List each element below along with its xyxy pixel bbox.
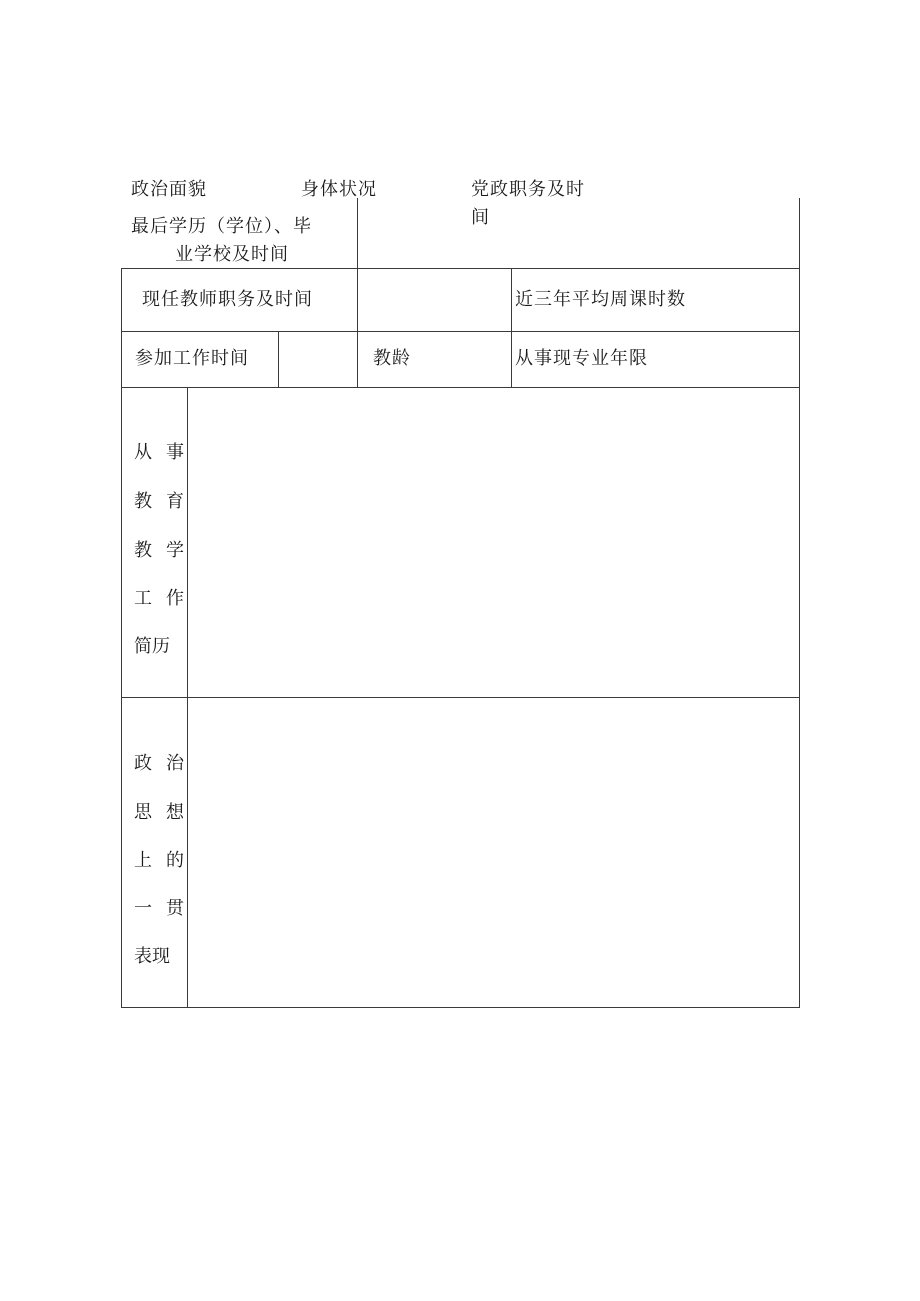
rule-left-border <box>121 268 122 1008</box>
label-char: 思 <box>134 802 152 823</box>
political-content[interactable] <box>195 706 791 998</box>
label-char: 想 <box>166 802 184 823</box>
party-post-label-line2: 间 <box>471 207 490 228</box>
education-value[interactable] <box>368 216 788 260</box>
rule-col-education-divider <box>357 198 358 388</box>
rule-table-bottom <box>121 1007 800 1008</box>
label-char: 从 <box>134 442 152 463</box>
label-char: 的 <box>166 850 184 871</box>
resume-content[interactable] <box>195 396 791 688</box>
label-char: 育 <box>166 491 184 512</box>
rule-col-startwork-divider <box>278 331 279 388</box>
teacher-title-value[interactable] <box>362 289 506 311</box>
rule-row-teacher-top <box>121 268 800 269</box>
start-work-label: 参加工作时间 <box>135 348 249 369</box>
label-char: 学 <box>166 540 184 561</box>
rule-col-hours-divider <box>511 268 512 388</box>
rule-section-political-top <box>121 697 800 698</box>
label-char: 工 <box>134 588 152 609</box>
rule-row-work-top <box>121 331 800 332</box>
label-char: 教 <box>134 491 152 512</box>
education-label-line2: 业学校及时间 <box>175 244 289 265</box>
start-work-value[interactable] <box>283 348 353 370</box>
weekly-hours-value[interactable] <box>710 289 794 311</box>
label-char: 事 <box>166 442 184 463</box>
label-char: 教 <box>134 540 152 561</box>
label-char: 治 <box>166 753 184 774</box>
political-section-label <box>134 698 186 1007</box>
label-char: 政 <box>134 753 152 774</box>
rule-right-border <box>799 198 800 1008</box>
resume-section-label <box>134 388 186 697</box>
label-char: 上 <box>134 850 152 871</box>
weekly-hours-label: 近三年平均周课时数 <box>515 289 686 310</box>
teacher-title-label: 现任教师职务及时间 <box>142 289 313 310</box>
label-char: 简历 <box>134 636 170 657</box>
label-char: 作 <box>166 588 184 609</box>
label-char: 表现 <box>134 946 170 967</box>
specialty-years-label: 从事现专业年限 <box>515 348 648 369</box>
political-status-label: 政治面貌 <box>131 179 207 200</box>
teaching-years-label: 教龄 <box>373 348 411 369</box>
rule-section-label-divider <box>187 387 188 1008</box>
rule-section-resume-top <box>121 387 800 388</box>
education-label-line1: 最后学历（学位）、毕 <box>131 216 312 237</box>
label-char: 一 <box>134 898 152 919</box>
party-post-label-line1: 党政职务及时 <box>471 179 585 200</box>
health-status-label: 身体状况 <box>301 179 377 200</box>
label-char: 贯 <box>166 898 184 919</box>
